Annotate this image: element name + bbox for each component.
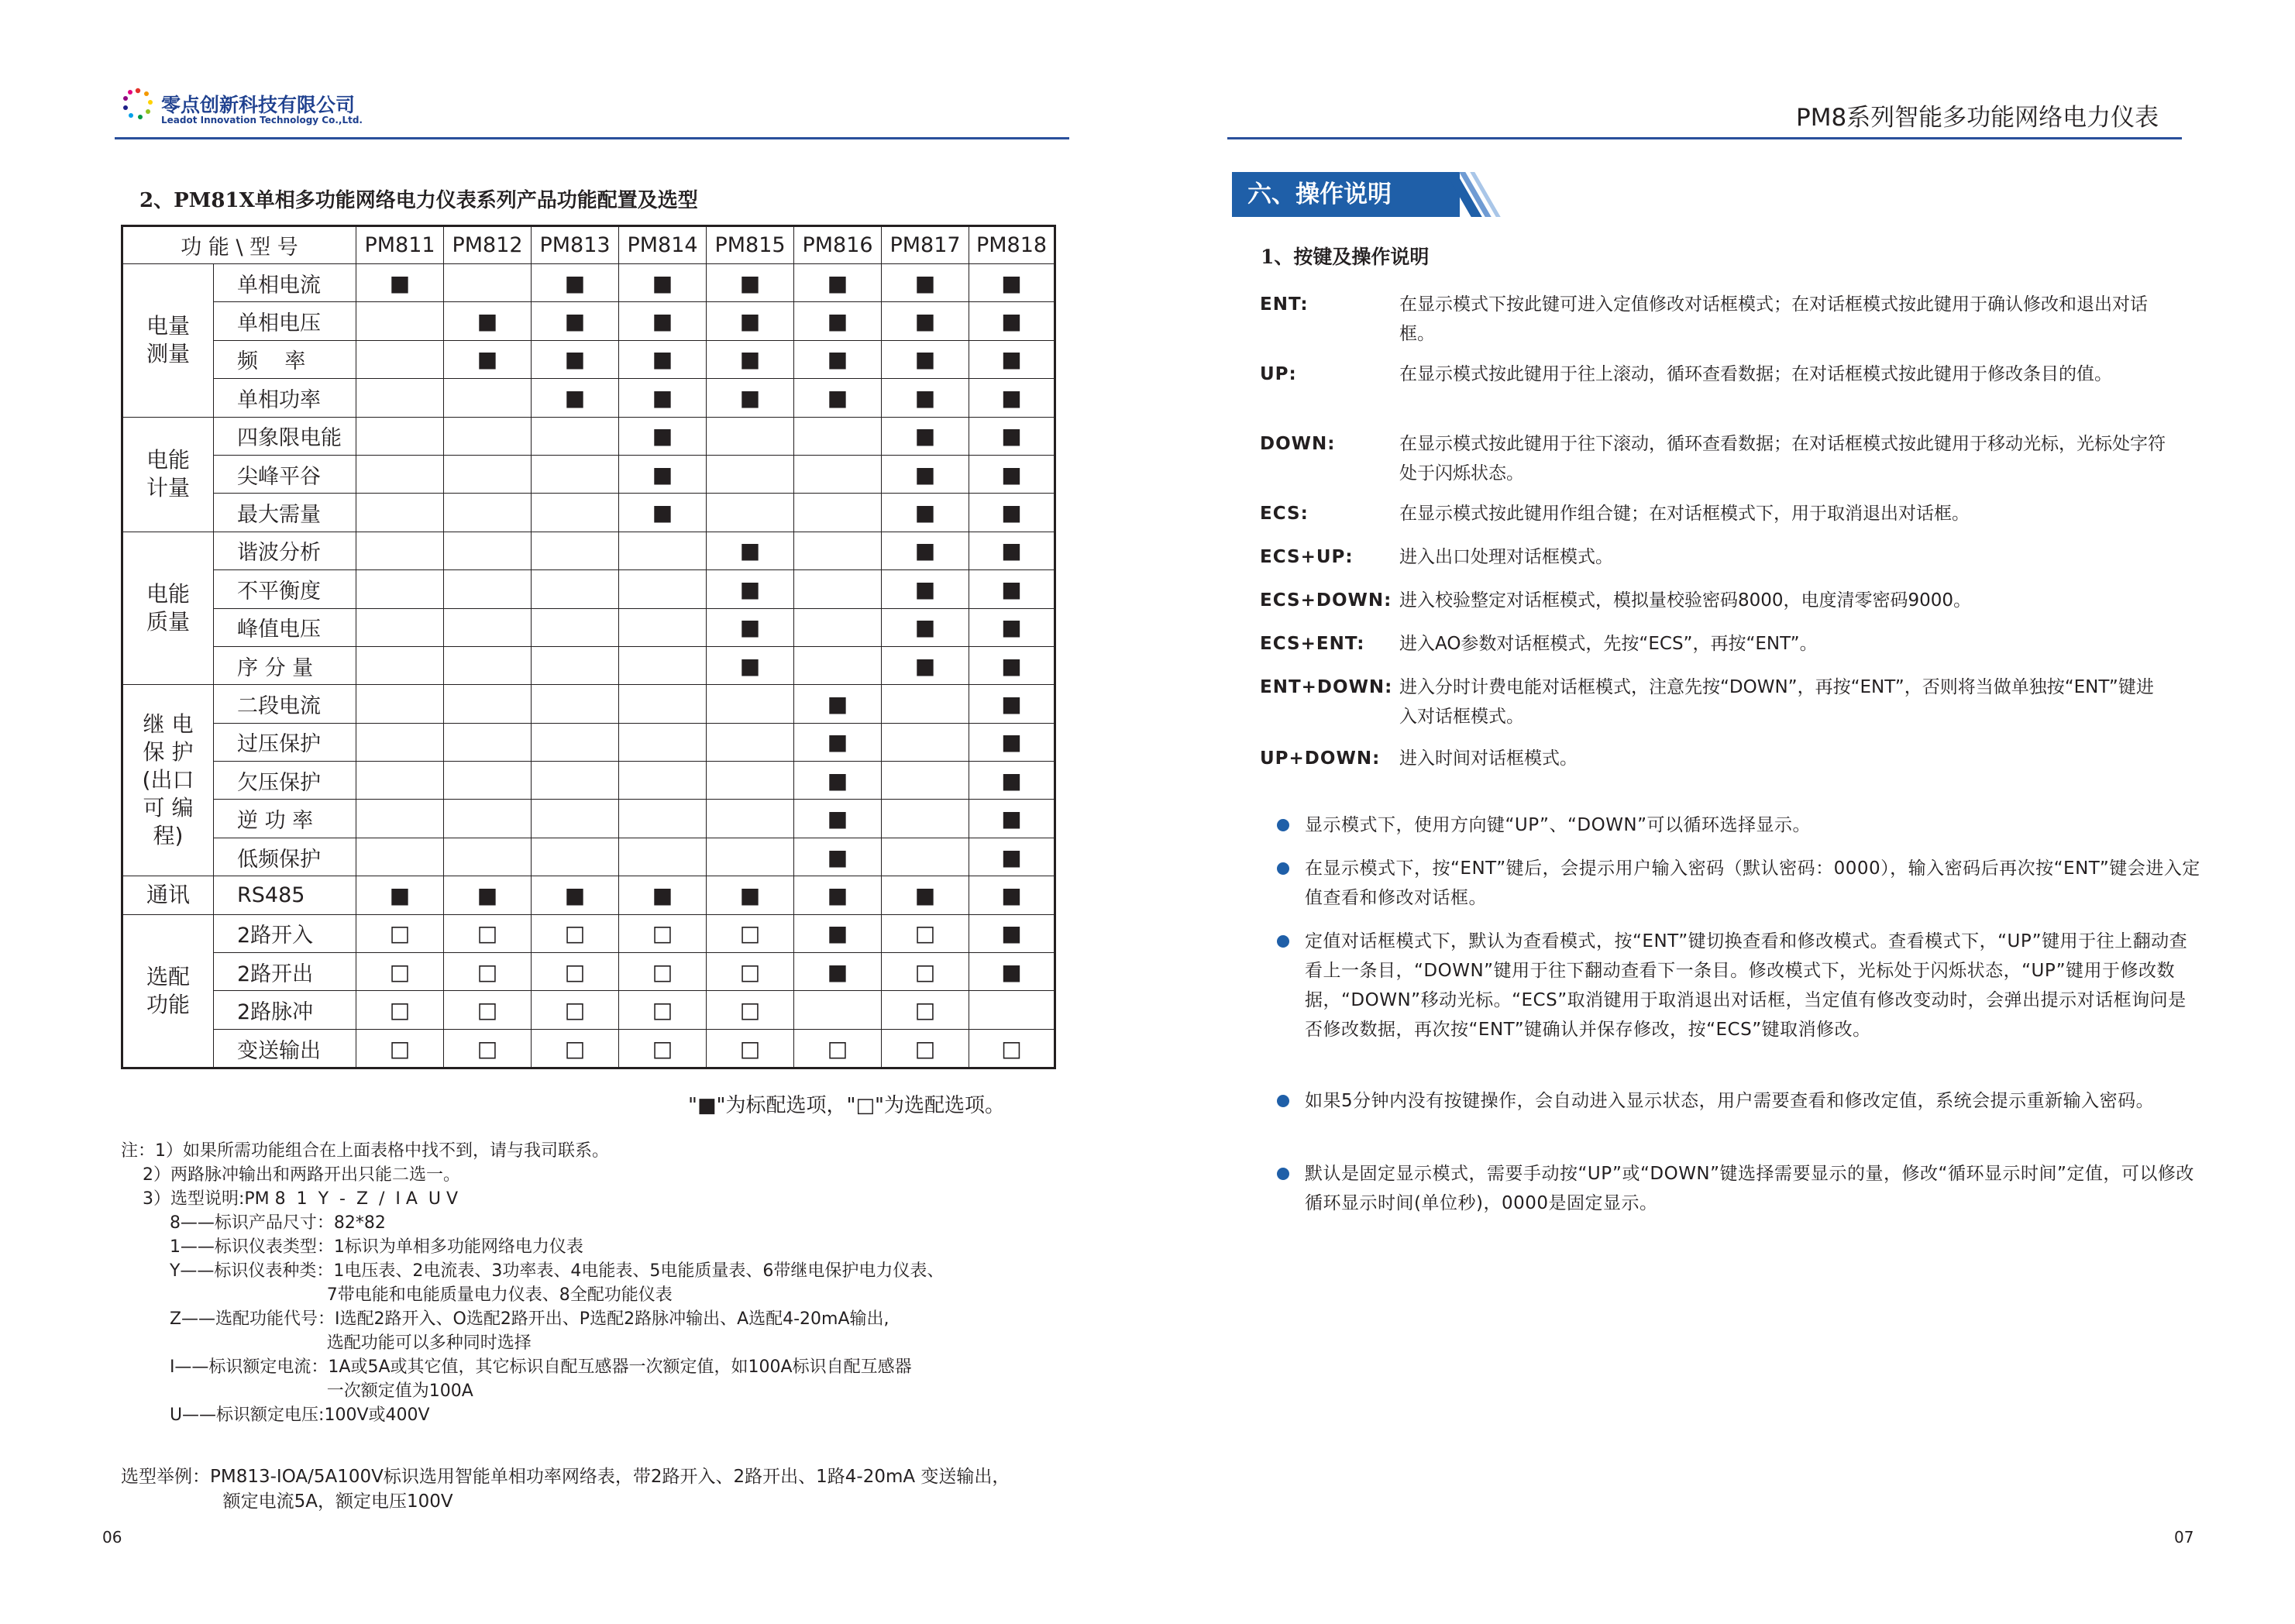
bullet-text: 在显示模式下，按“ENT”键后，会提示用户输入密码（默认密码：0000），输入密码后再次按“ENT”键会进入定值查看和修改对话框。 bbox=[1305, 858, 2200, 908]
table-header-row bbox=[122, 226, 1055, 264]
config-mark-cell: ■ bbox=[532, 876, 619, 914]
model-header: PM816 bbox=[794, 226, 882, 264]
config-mark-cell bbox=[444, 417, 532, 455]
config-mark-cell: ■ bbox=[969, 646, 1055, 684]
config-mark-cell: ■ bbox=[969, 608, 1055, 646]
config-mark-cell: ■ bbox=[794, 838, 882, 876]
config-mark-cell: ■ bbox=[882, 302, 969, 340]
bullet-icon bbox=[1277, 862, 1289, 875]
note-line: I——标识额定电流：1A或5A或其它值，其它标识自配互感器一次额定值，如100A标识自配互感器 bbox=[121, 1357, 912, 1377]
config-mark-cell bbox=[707, 455, 794, 493]
config-mark-cell bbox=[794, 646, 882, 684]
config-mark-cell: ■ bbox=[969, 953, 1055, 991]
config-mark-cell bbox=[619, 608, 707, 646]
config-mark-cell: ■ bbox=[969, 302, 1055, 340]
config-mark-cell: □ bbox=[619, 1029, 707, 1068]
config-mark-cell bbox=[707, 494, 794, 532]
config-mark-cell bbox=[619, 646, 707, 684]
key-name: UP+DOWN: bbox=[1260, 748, 1381, 769]
company-logo bbox=[121, 87, 155, 121]
config-mark-cell: □ bbox=[619, 991, 707, 1029]
config-mark-cell: ■ bbox=[794, 379, 882, 417]
function-group-label: 电能 计量 bbox=[122, 417, 214, 532]
config-mark-cell: □ bbox=[532, 1029, 619, 1068]
config-mark-cell: □ bbox=[882, 914, 969, 952]
config-mark-cell bbox=[356, 417, 444, 455]
config-mark-cell bbox=[444, 685, 532, 723]
config-mark-cell: ■ bbox=[707, 646, 794, 684]
note-line: 8——标识产品尺寸：82*82 bbox=[121, 1213, 386, 1233]
config-mark-cell bbox=[882, 685, 969, 723]
config-mark-cell: ■ bbox=[969, 532, 1055, 569]
config-mark-cell: ■ bbox=[532, 340, 619, 378]
config-mark-cell bbox=[356, 532, 444, 569]
config-mark-cell: ■ bbox=[794, 264, 882, 302]
bullet-text: 默认是固定显示模式，需要手动按“UP”或“DOWN”键选择需要显示的量，修改“循环显示时间”定值，可以修改循环显示时间(单位秒)，0000是固定显示。 bbox=[1305, 1164, 2194, 1213]
table-row bbox=[122, 532, 1055, 569]
note-line: 2）两路脉冲输出和两路开出只能二选一。 bbox=[121, 1165, 460, 1185]
config-mark-cell bbox=[444, 494, 532, 532]
note-line: 一次额定值为100A bbox=[121, 1381, 473, 1401]
config-mark-cell: ■ bbox=[532, 379, 619, 417]
logo-dots-icon bbox=[121, 87, 155, 121]
config-mark-cell: □ bbox=[794, 1029, 882, 1068]
config-mark-cell bbox=[356, 494, 444, 532]
function-group-label: 通讯 bbox=[122, 876, 214, 914]
page-number-right: 07 bbox=[2174, 1528, 2194, 1547]
config-mark-cell: ■ bbox=[794, 876, 882, 914]
config-mark-cell: ■ bbox=[619, 302, 707, 340]
config-mark-cell bbox=[444, 264, 532, 302]
function-group-label: 选配 功能 bbox=[122, 914, 214, 1068]
notes-block bbox=[121, 1139, 944, 1427]
config-mark-cell: ■ bbox=[532, 302, 619, 340]
header-rule-right bbox=[1227, 137, 2182, 139]
config-mark-cell: ■ bbox=[969, 723, 1055, 761]
model-header: PM813 bbox=[532, 226, 619, 264]
function-item-label: 尖峰平谷 bbox=[214, 455, 356, 493]
table-row bbox=[122, 417, 1055, 455]
function-item-label: 过压保护 bbox=[214, 723, 356, 761]
config-mark-cell bbox=[532, 646, 619, 684]
config-mark-cell: ■ bbox=[882, 646, 969, 684]
config-mark-cell: □ bbox=[707, 1029, 794, 1068]
config-mark-cell: ■ bbox=[794, 914, 882, 952]
note-line: 选配功能可以多种同时选择 bbox=[121, 1333, 532, 1353]
key-name: ECS+ENT: bbox=[1260, 634, 1365, 654]
config-mark-cell bbox=[619, 838, 707, 876]
config-mark-cell bbox=[444, 762, 532, 800]
config-mark-cell: ■ bbox=[882, 264, 969, 302]
table-corner-header: 功 能 \ 型 号 bbox=[122, 226, 356, 264]
page-number-left: 06 bbox=[102, 1528, 122, 1547]
config-mark-cell: ■ bbox=[619, 340, 707, 378]
config-mark-cell: □ bbox=[444, 1029, 532, 1068]
config-mark-cell: ■ bbox=[969, 876, 1055, 914]
config-mark-cell: □ bbox=[532, 914, 619, 952]
config-mark-cell: ■ bbox=[969, 379, 1055, 417]
config-mark-cell: ■ bbox=[707, 264, 794, 302]
function-group-label: 继 电 保 护 (出口 可 编 程) bbox=[122, 685, 214, 876]
config-mark-cell: ■ bbox=[619, 494, 707, 532]
config-mark-cell bbox=[707, 838, 794, 876]
model-header: PM812 bbox=[444, 226, 532, 264]
function-item-label: 序 分 量 bbox=[214, 646, 356, 684]
key-name: ECS+DOWN: bbox=[1260, 590, 1392, 611]
config-mark-cell bbox=[356, 570, 444, 608]
config-mark-cell: ■ bbox=[882, 494, 969, 532]
config-mark-cell: ■ bbox=[969, 570, 1055, 608]
config-mark-cell bbox=[444, 455, 532, 493]
config-mark-cell: ■ bbox=[619, 417, 707, 455]
config-mark-cell bbox=[707, 685, 794, 723]
function-group-label: 电能 质量 bbox=[122, 532, 214, 685]
bullet-text: 如果5分钟内没有按键操作，会自动进入显示状态，用户需要查看和修改定值，系统会提示重新输入密码。 bbox=[1305, 1091, 2155, 1111]
config-mark-cell: ■ bbox=[619, 264, 707, 302]
config-mark-cell: ■ bbox=[882, 570, 969, 608]
config-mark-cell bbox=[444, 379, 532, 417]
company-name-cn: 零点创新科技有限公司 bbox=[161, 94, 356, 116]
note-line: 注：1）如果所需功能组合在上面表格中找不到，请与我司联系。 bbox=[121, 1141, 609, 1161]
key-description: 进入出口处理对话框模式。 bbox=[1399, 547, 1613, 567]
config-mark-cell bbox=[356, 302, 444, 340]
config-mark-cell: □ bbox=[356, 953, 444, 991]
function-item-label: RS485 bbox=[214, 876, 356, 914]
config-mark-cell: ■ bbox=[707, 570, 794, 608]
table-row bbox=[122, 570, 1055, 608]
config-mark-cell bbox=[356, 838, 444, 876]
key-name: ENT: bbox=[1260, 294, 1309, 315]
function-item-label: 单相电流 bbox=[214, 264, 356, 302]
config-mark-cell: ■ bbox=[707, 532, 794, 569]
table-row bbox=[122, 953, 1055, 991]
model-header: PM815 bbox=[707, 226, 794, 264]
config-mark-cell bbox=[794, 494, 882, 532]
config-mark-cell bbox=[532, 532, 619, 569]
bullet-text: 定值对话框模式下，默认为查看模式，按“ENT”键切换查看和修改模式。查看模式下，“UP”键用于往上翻动查看上一条目，“DOWN”键用于往下翻动查看下一条目。修改模式下，光标处于闪烁状态，“UP”键用于修改数据，“DOWN”移动光标。“ECS”取消键用于取消退出对话框，当定值有修改变动时，会弹出提示对话框询问是否修改数据，再次按“ENT”键确认并保存修改，按“ECS”键取消修改。 bbox=[1305, 931, 2188, 1040]
config-mark-cell bbox=[794, 455, 882, 493]
config-mark-cell bbox=[444, 570, 532, 608]
bullet-icon bbox=[1277, 819, 1289, 831]
config-mark-cell: □ bbox=[444, 914, 532, 952]
bullet-icon bbox=[1277, 1168, 1289, 1180]
config-mark-cell: ■ bbox=[619, 876, 707, 914]
table-legend: "■"为标配选项，"□"为选配选项。 bbox=[688, 1094, 1005, 1117]
config-mark-cell: ■ bbox=[444, 876, 532, 914]
function-item-label: 四象限电能 bbox=[214, 417, 356, 455]
key-description: 在显示模式按此键用作组合键；在对话框模式下，用于取消退出对话框。 bbox=[1399, 504, 1970, 524]
config-mark-cell: ■ bbox=[969, 264, 1055, 302]
header-rule-left bbox=[115, 137, 1069, 139]
config-mark-cell: ■ bbox=[969, 762, 1055, 800]
config-mark-cell: ■ bbox=[882, 532, 969, 569]
config-mark-cell: □ bbox=[882, 991, 969, 1029]
section-banner: 六、操作说明 bbox=[1232, 172, 1460, 217]
config-mark-cell bbox=[619, 762, 707, 800]
table-row bbox=[122, 723, 1055, 761]
function-item-label: 谐波分析 bbox=[214, 532, 356, 569]
config-mark-cell bbox=[532, 762, 619, 800]
config-table bbox=[121, 225, 1056, 1069]
config-mark-cell: ■ bbox=[794, 302, 882, 340]
note-line: 7带电能和电能质量电力仪表、8全配功能仪表 bbox=[121, 1285, 673, 1305]
config-mark-cell: □ bbox=[444, 953, 532, 991]
config-mark-cell: ■ bbox=[969, 685, 1055, 723]
config-mark-cell bbox=[356, 455, 444, 493]
config-mark-cell: □ bbox=[356, 1029, 444, 1068]
note-line: 3）选型说明:PM 8 1 Y - Z / I A U V bbox=[121, 1189, 459, 1209]
function-item-label: 欠压保护 bbox=[214, 762, 356, 800]
model-header: PM814 bbox=[619, 226, 707, 264]
function-item-label: 二段电流 bbox=[214, 685, 356, 723]
config-mark-cell: □ bbox=[707, 914, 794, 952]
config-mark-cell bbox=[882, 800, 969, 838]
config-mark-cell bbox=[356, 379, 444, 417]
config-mark-cell bbox=[532, 723, 619, 761]
config-mark-cell bbox=[707, 417, 794, 455]
config-mark-cell bbox=[356, 646, 444, 684]
table-row bbox=[122, 608, 1055, 646]
config-mark-cell bbox=[444, 800, 532, 838]
document-title: PM8系列智能多功能网络电力仪表 bbox=[1796, 104, 2159, 132]
function-item-label: 峰值电压 bbox=[214, 608, 356, 646]
key-name: ECS: bbox=[1260, 504, 1309, 524]
key-name: UP: bbox=[1260, 364, 1297, 384]
config-mark-cell: ■ bbox=[356, 876, 444, 914]
function-group-label: 电量 测量 bbox=[122, 264, 214, 418]
function-item-label: 单相功率 bbox=[214, 379, 356, 417]
config-mark-cell: ■ bbox=[794, 723, 882, 761]
config-mark-cell bbox=[794, 608, 882, 646]
table-row bbox=[122, 876, 1055, 914]
bullet-text: 显示模式下，使用方向键“UP”、“DOWN”可以循环选择显示。 bbox=[1305, 815, 1812, 835]
key-description: 进入分时计费电能对话框模式，注意先按“DOWN”，再按“ENT”，否则将当做单独按“ENT”键进入对话框模式。 bbox=[1399, 677, 2154, 727]
config-mark-cell bbox=[532, 494, 619, 532]
config-mark-cell: ■ bbox=[444, 302, 532, 340]
key-description: 在显示模式按此键用于往上滚动，循环查看数据；在对话框模式按此键用于修改条目的值。 bbox=[1399, 364, 2112, 384]
config-mark-cell: □ bbox=[356, 914, 444, 952]
key-description: 进入时间对话框模式。 bbox=[1399, 748, 1578, 769]
table-row bbox=[122, 838, 1055, 876]
key-description: 进入AO参数对话框模式，先按“ECS”，再按“ENT”。 bbox=[1399, 634, 1818, 654]
note-line: Z——选配功能代号：I选配2路开入、O选配2路开出、P选配2路脉冲输出、A选配4-20mA输出, bbox=[121, 1309, 889, 1329]
config-mark-cell: ■ bbox=[882, 876, 969, 914]
function-item-label: 2路脉冲 bbox=[214, 991, 356, 1029]
config-mark-cell bbox=[882, 838, 969, 876]
config-mark-cell: □ bbox=[882, 1029, 969, 1068]
table-row bbox=[122, 991, 1055, 1029]
config-mark-cell: □ bbox=[882, 953, 969, 991]
config-mark-cell bbox=[969, 991, 1055, 1029]
config-mark-cell: ■ bbox=[532, 264, 619, 302]
config-mark-cell bbox=[444, 646, 532, 684]
config-mark-cell bbox=[619, 570, 707, 608]
function-item-label: 低频保护 bbox=[214, 838, 356, 876]
config-mark-cell bbox=[532, 685, 619, 723]
config-mark-cell: □ bbox=[444, 991, 532, 1029]
config-mark-cell: ■ bbox=[969, 417, 1055, 455]
config-mark-cell bbox=[794, 417, 882, 455]
selection-example: 选型举例：PM813-IOA/5A100V标识选用智能单相功率网络表，带2路开入、2路开出、1路4-20mA 变送输出， 额定电流5A，额定电压100V bbox=[121, 1467, 1010, 1512]
table-row bbox=[122, 800, 1055, 838]
config-mark-cell: ■ bbox=[619, 455, 707, 493]
function-item-label: 单相电压 bbox=[214, 302, 356, 340]
config-mark-cell: ■ bbox=[707, 379, 794, 417]
config-mark-cell bbox=[532, 608, 619, 646]
config-mark-cell bbox=[356, 340, 444, 378]
table-row bbox=[122, 914, 1055, 952]
config-mark-cell bbox=[532, 838, 619, 876]
function-item-label: 变送输出 bbox=[214, 1029, 356, 1068]
config-mark-cell bbox=[356, 685, 444, 723]
config-mark-cell: ■ bbox=[356, 264, 444, 302]
model-header: PM818 bbox=[969, 226, 1055, 264]
config-mark-cell bbox=[532, 455, 619, 493]
function-item-label: 2路开入 bbox=[214, 914, 356, 952]
config-mark-cell bbox=[356, 800, 444, 838]
config-mark-cell bbox=[619, 532, 707, 569]
table-row bbox=[122, 762, 1055, 800]
config-mark-cell: ■ bbox=[619, 379, 707, 417]
config-mark-cell: ■ bbox=[794, 762, 882, 800]
config-mark-cell: ■ bbox=[969, 494, 1055, 532]
note-line: U——标识额定电压:100V或400V bbox=[121, 1406, 430, 1425]
config-mark-cell bbox=[444, 532, 532, 569]
config-mark-cell bbox=[794, 991, 882, 1029]
table-row bbox=[122, 340, 1055, 378]
config-mark-cell: ■ bbox=[882, 340, 969, 378]
config-mark-cell: ■ bbox=[969, 914, 1055, 952]
table-row bbox=[122, 379, 1055, 417]
config-mark-cell bbox=[532, 800, 619, 838]
table-row bbox=[122, 264, 1055, 302]
config-mark-cell bbox=[444, 608, 532, 646]
config-mark-cell: □ bbox=[532, 991, 619, 1029]
bullet-icon bbox=[1277, 1095, 1289, 1107]
config-mark-cell: □ bbox=[532, 953, 619, 991]
config-mark-cell: □ bbox=[619, 914, 707, 952]
config-mark-cell: ■ bbox=[969, 800, 1055, 838]
config-mark-cell: ■ bbox=[794, 800, 882, 838]
config-mark-cell bbox=[707, 723, 794, 761]
config-mark-cell: ■ bbox=[794, 953, 882, 991]
config-mark-cell: □ bbox=[707, 991, 794, 1029]
config-mark-cell: ■ bbox=[882, 608, 969, 646]
model-header: PM817 bbox=[882, 226, 969, 264]
table-row bbox=[122, 302, 1055, 340]
section-title: 2、PM81X单相多功能网络电力仪表系列产品功能配置及选型 bbox=[139, 189, 698, 212]
function-item-label: 最大需量 bbox=[214, 494, 356, 532]
note-line: 1——标识仪表类型：1标识为单相多功能网络电力仪表 bbox=[121, 1237, 583, 1257]
config-mark-cell bbox=[356, 762, 444, 800]
table-row bbox=[122, 455, 1055, 493]
config-mark-cell bbox=[707, 762, 794, 800]
note-line: Y——标识仪表种类：1电压表、2电流表、3功率表、4电能表、5电能质量表、6带继电保护电力仪表、 bbox=[121, 1261, 944, 1281]
function-item-label: 2路开出 bbox=[214, 953, 356, 991]
function-item-label: 不平衡度 bbox=[214, 570, 356, 608]
config-mark-cell: ■ bbox=[969, 340, 1055, 378]
key-description: 在显示模式按此键用于往下滚动，循环查看数据；在对话框模式按此键用于移动光标，光标处字符处于闪烁状态。 bbox=[1399, 434, 2166, 483]
key-name: ENT+DOWN: bbox=[1260, 677, 1393, 697]
function-item-label: 频 率 bbox=[214, 340, 356, 378]
config-mark-cell bbox=[532, 570, 619, 608]
config-mark-cell: ■ bbox=[882, 417, 969, 455]
config-mark-cell bbox=[882, 723, 969, 761]
config-mark-cell: ■ bbox=[794, 685, 882, 723]
config-mark-cell: ■ bbox=[444, 340, 532, 378]
config-mark-cell: ■ bbox=[882, 455, 969, 493]
config-mark-cell bbox=[444, 838, 532, 876]
config-mark-cell: ■ bbox=[707, 340, 794, 378]
config-mark-cell bbox=[619, 800, 707, 838]
key-name: ECS+UP: bbox=[1260, 547, 1354, 567]
config-mark-cell: □ bbox=[707, 953, 794, 991]
config-mark-cell bbox=[794, 570, 882, 608]
config-mark-cell: ■ bbox=[707, 608, 794, 646]
config-mark-cell: □ bbox=[356, 991, 444, 1029]
config-mark-cell: □ bbox=[969, 1029, 1055, 1068]
model-header: PM811 bbox=[356, 226, 444, 264]
table-row bbox=[122, 494, 1055, 532]
table-row bbox=[122, 646, 1055, 684]
config-mark-cell: ■ bbox=[969, 455, 1055, 493]
config-mark-cell: □ bbox=[619, 953, 707, 991]
key-name: DOWN: bbox=[1260, 434, 1336, 454]
function-item-label: 逆 功 率 bbox=[214, 800, 356, 838]
config-mark-cell bbox=[707, 800, 794, 838]
config-mark-cell bbox=[619, 723, 707, 761]
bullet-icon bbox=[1277, 935, 1289, 948]
key-description: 进入校验整定对话框模式，模拟量校验密码8000，电度清零密码9000。 bbox=[1399, 590, 1972, 611]
config-mark-cell: ■ bbox=[969, 838, 1055, 876]
config-mark-cell bbox=[356, 723, 444, 761]
company-name-en: Leadot Innovation Technology Co.,Ltd. bbox=[161, 115, 363, 126]
config-mark-cell bbox=[532, 417, 619, 455]
config-mark-cell: ■ bbox=[707, 876, 794, 914]
keys-subtitle: 1、按键及操作说明 bbox=[1261, 246, 1430, 268]
config-mark-cell: ■ bbox=[882, 379, 969, 417]
config-mark-cell: ■ bbox=[794, 340, 882, 378]
config-mark-cell: ■ bbox=[707, 302, 794, 340]
config-mark-cell bbox=[882, 762, 969, 800]
table-row bbox=[122, 1029, 1055, 1068]
config-mark-cell bbox=[619, 685, 707, 723]
config-mark-cell bbox=[356, 608, 444, 646]
table-row bbox=[122, 685, 1055, 723]
key-description: 在显示模式下按此键可进入定值修改对话框模式；在对话框模式按此键用于确认修改和退出对话框。 bbox=[1399, 294, 2148, 344]
config-mark-cell bbox=[794, 532, 882, 569]
config-mark-cell bbox=[444, 723, 532, 761]
